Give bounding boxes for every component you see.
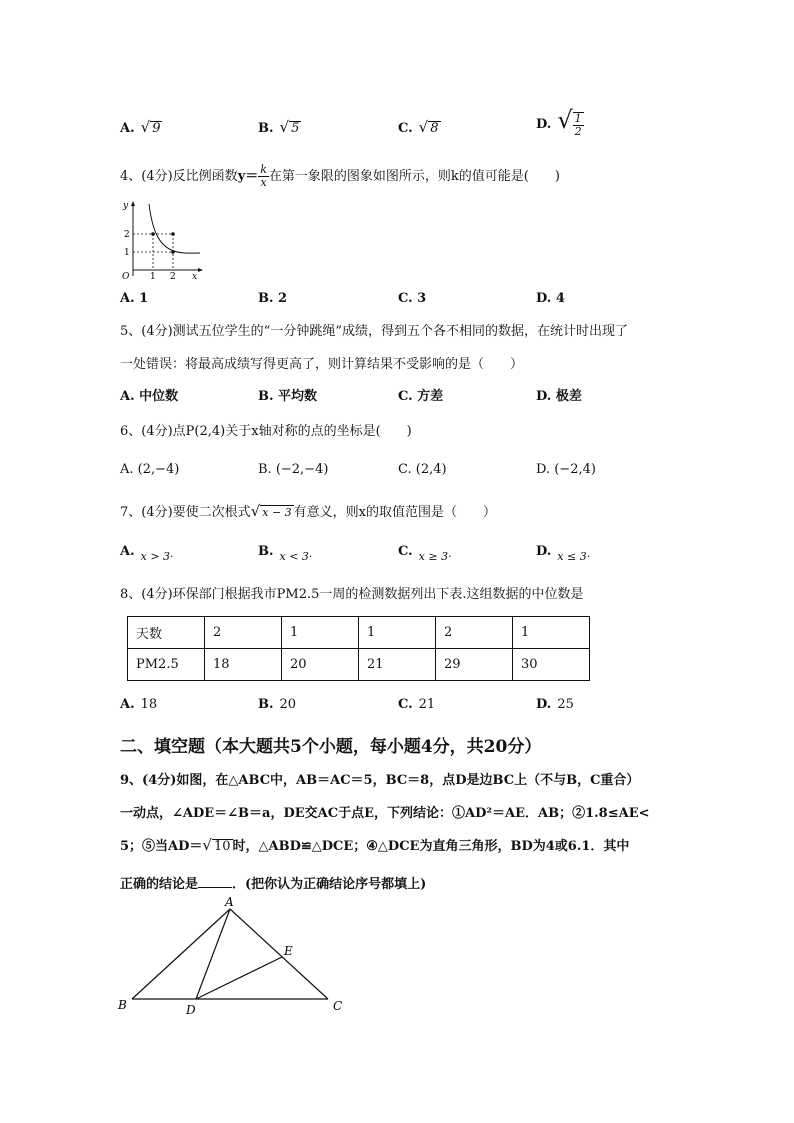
- q9-stem-line2: 一动点，∠ADE＝∠B＝a，DE交AC于点E，下列结论：①AD²＝AE．AB；②1.8≤AE<: [120, 806, 650, 821]
- q3-option-a: A. √ 9: [120, 118, 161, 136]
- q4-y-tick-1: 1: [124, 248, 130, 258]
- answer-blank[interactable]: [198, 875, 232, 888]
- q4-option-b: B. 2: [258, 291, 288, 306]
- vertex-b-label: B: [118, 998, 127, 1012]
- q4-point-1: [151, 232, 155, 236]
- q7-stem: 7、(4分)要使二次根式√ x − 3 有意义，则x的取值范围是（ ）: [120, 502, 497, 520]
- table-row: [128, 617, 590, 649]
- segment-ab: [132, 909, 230, 999]
- q9-triangle-figure: [112, 895, 352, 1020]
- q4-y-label: y: [123, 201, 129, 211]
- q4-option-c: C. 3: [398, 291, 427, 306]
- table-cell: 20: [282, 649, 359, 681]
- q6-option-c: C. (2,4): [398, 462, 447, 477]
- q5-stem-line1: 5、(4分)测试五位学生的“一分钟跳绳”成绩，得到五个各不相同的数据，在统计时出现了: [120, 324, 628, 339]
- q9-stem-line1: 9、(4分)如图，在△ABC中，AB＝AC＝5，BC＝8，点D是边BC上（不与B，C重合）: [120, 773, 640, 788]
- vertex-e-label: E: [284, 944, 293, 958]
- q4-x-arrow: [198, 268, 203, 272]
- q6-option-a: A. (2,−4): [120, 462, 180, 477]
- q8-option-b: B. 20: [258, 697, 297, 712]
- q4-stem: 4、(4分)反比例函数y＝ $\frac{k}{x}$ 在第一象限的图象如图所示，则k的值可能是( ): [120, 163, 560, 189]
- q4-y-tick-2: 2: [124, 230, 130, 240]
- q4-option-d: D. 4: [536, 291, 565, 306]
- q4-point-2: [171, 232, 175, 236]
- table-cell: 2: [205, 617, 282, 649]
- q5-option-a: A. 中位数: [120, 389, 179, 404]
- q8-stem: 8、(4分)环保部门根据我市PM2.5一周的检测数据列出下表.这组数据的中位数是: [120, 587, 584, 602]
- q9-stem-line3: 5；⑤当AD＝√ 10 时，△ABD≌△DCE；④△DCE为直角三角形，BD为4或6.1．其中: [120, 836, 630, 854]
- table-cell: 1: [359, 617, 436, 649]
- table-cell: 天数: [128, 617, 205, 649]
- q4-option-a: A. 1: [120, 291, 149, 306]
- table-cell: 21: [359, 649, 436, 681]
- vertex-d-label: D: [186, 1003, 196, 1017]
- vertex-c-label: C: [333, 999, 343, 1013]
- q8-option-a: A. 18: [120, 697, 158, 712]
- table-row: [128, 649, 590, 681]
- table-cell: 18: [205, 649, 282, 681]
- q8-option-c: C. 21: [398, 697, 436, 712]
- q7-option-d: D. $_{x \le 3\cdot}$: [536, 544, 591, 563]
- q4-x-label: x: [192, 272, 198, 282]
- table-cell: PM2.5: [128, 649, 205, 681]
- q5-stem-line2: 一处错误：将最高成绩写得更高了，则计算结果不受影响的是（ ）: [120, 357, 524, 372]
- q4-origin: O: [122, 272, 130, 282]
- q8-option-d: D. 25: [536, 697, 574, 712]
- table-cell: 1: [513, 617, 590, 649]
- q8-table: [127, 616, 590, 681]
- q4-x-tick-1: 1: [150, 272, 156, 282]
- q5-option-b: B. 平均数: [258, 389, 318, 404]
- q5-option-c: C. 方差: [398, 389, 444, 404]
- table-cell: 1: [282, 617, 359, 649]
- q6-option-d: D. (−2,4): [536, 462, 596, 477]
- q3-option-d: D. √ $\frac{1}{2}$: [536, 106, 582, 138]
- q9-stem-line4: 正确的结论是 ．(把你认为正确结论序号都填上): [120, 877, 427, 892]
- q4-curve: [149, 204, 200, 253]
- q4-x-tick-2: 2: [170, 272, 176, 282]
- q3-option-c: C. √ 8: [398, 118, 439, 136]
- segment-ac: [230, 909, 328, 999]
- q7-option-a: A. $_{x > 3\cdot}$: [120, 544, 174, 563]
- table-cell: 29: [436, 649, 513, 681]
- table-cell: 2: [436, 617, 513, 649]
- q7-option-c: C. $_{x \ge 3\cdot}$: [398, 544, 452, 563]
- q7-option-b: B. $_{x < 3\cdot}$: [258, 544, 313, 563]
- section-2-heading: 二、填空题（本大题共5个小题，每小题4分，共20分）: [120, 737, 542, 757]
- table-cell: 30: [513, 649, 590, 681]
- q6-option-b: B. (−2,−4): [258, 462, 329, 477]
- q3-option-b: B. √ 5: [258, 118, 300, 136]
- q4-y-arrow: [131, 201, 135, 206]
- q5-option-d: D. 极差: [536, 389, 582, 404]
- q4-graph: [118, 198, 208, 282]
- vertex-a-label: A: [225, 895, 234, 909]
- q6-stem: 6、(4分)点P(2,4)关于x轴对称的点的坐标是( ): [120, 424, 412, 439]
- q4-point-3: [171, 250, 175, 254]
